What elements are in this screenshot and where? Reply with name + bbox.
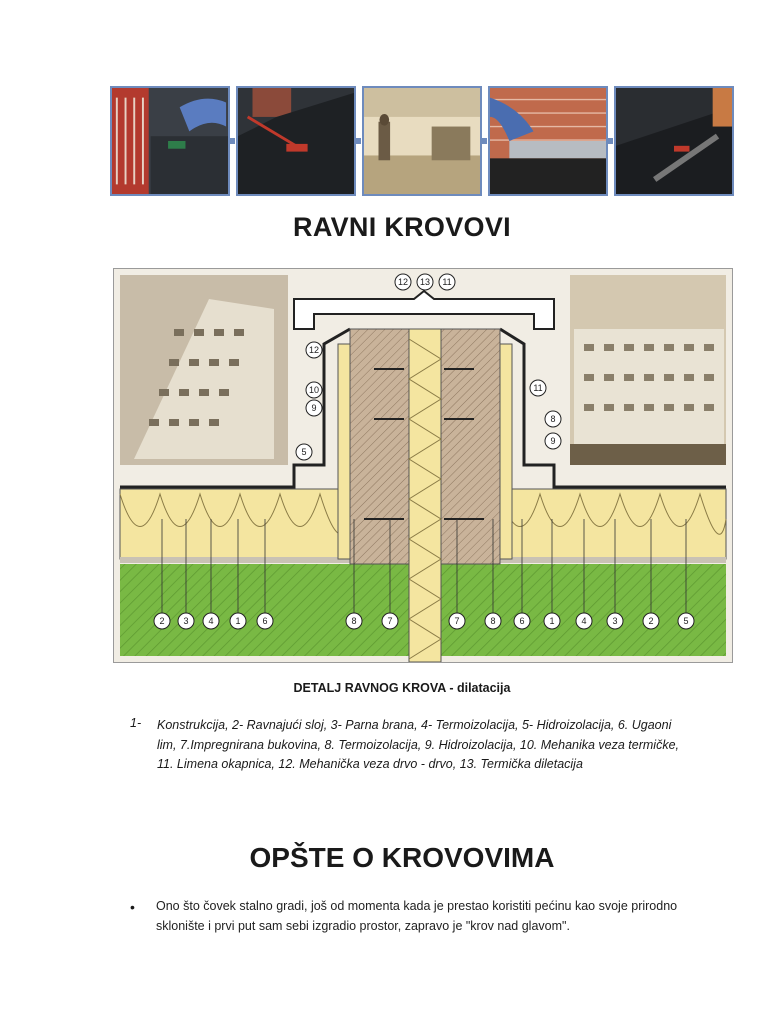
bullet-icon: • — [130, 899, 135, 915]
intro-paragraph: Ono što čovek stalno gradi, još od momenta kada je prestao koristiti pećinu kao svoje prirodno sklonište i prvi put sam sebi izgradio prostor, zapravo je "krov nad glavom". — [156, 899, 678, 933]
callout-top-2: 11 — [442, 277, 452, 287]
callout-top-0: 12 — [397, 277, 409, 287]
callout-bottom-label: 6 — [519, 616, 525, 626]
photo-membrane-rolling — [614, 86, 734, 196]
photo-roller-applying — [236, 86, 356, 196]
legend-text: Konstrukcija, 2- Ravnajući sloj, 3- Parna brana, 4- Termoizolacija, 5- Hidroizolacija, 6. Ugaoni lim, 7.Impregnirana bukovina, 8. Termoizolacija, 9. Hidroizolacija, 10. Mehanika veza termičke, 11. Limena okapnica, 12. Mehanička veza drvo - drvo, 13. Termička diletacija — [157, 718, 679, 771]
callouts-top — [395, 274, 455, 290]
photo-flashing-installation — [488, 86, 608, 196]
callout-left-1: 10 — [308, 385, 320, 395]
callout-bottom-label: 7 — [454, 616, 460, 626]
diagram-caption: DETALJ RAVNOG KROVA - dilatacija — [293, 681, 511, 695]
callout-bottom-label: 4 — [208, 616, 214, 626]
legend-number: 1- — [130, 716, 142, 730]
flat-roof-dilatation-diagram — [113, 268, 733, 663]
callouts-right — [530, 380, 561, 449]
callout-bottom-label: 2 — [159, 616, 165, 626]
metal-flashing-cap — [294, 291, 554, 329]
building-photo-right — [570, 275, 726, 465]
photo-strip — [110, 86, 735, 198]
callout-right-0: 11 — [533, 383, 543, 393]
callout-left-0: 12 — [308, 345, 320, 355]
callout-bottom-label: 8 — [490, 616, 496, 626]
callout-bottom-label: 4 — [581, 616, 587, 626]
page-title: RAVNI KROVOVI — [293, 212, 511, 242]
photo-worker-brushing — [110, 86, 230, 196]
section-title: OPŠTE O KROVOVIMA — [249, 842, 555, 873]
callout-left-2: 9 — [311, 403, 317, 413]
callout-bottom-label: 1 — [235, 616, 241, 626]
callout-bottom-label: 3 — [612, 616, 618, 626]
photo-historical-rooftop — [362, 86, 482, 196]
callout-right-1: 8 — [550, 414, 556, 424]
callout-right-2: 9 — [550, 436, 556, 446]
callout-top-1: 13 — [419, 277, 431, 287]
callouts-left — [296, 342, 322, 460]
callout-bottom-label: 8 — [351, 616, 357, 626]
callout-bottom-label: 3 — [183, 616, 189, 626]
callout-left-3: 5 — [301, 447, 307, 457]
callout-bottom-label: 2 — [648, 616, 654, 626]
callout-bottom-label: 1 — [549, 616, 555, 626]
callout-bottom-label: 6 — [262, 616, 268, 626]
callout-bottom-label: 7 — [387, 616, 393, 626]
callout-bottom-label: 5 — [683, 616, 689, 626]
building-photo-left — [120, 275, 288, 465]
